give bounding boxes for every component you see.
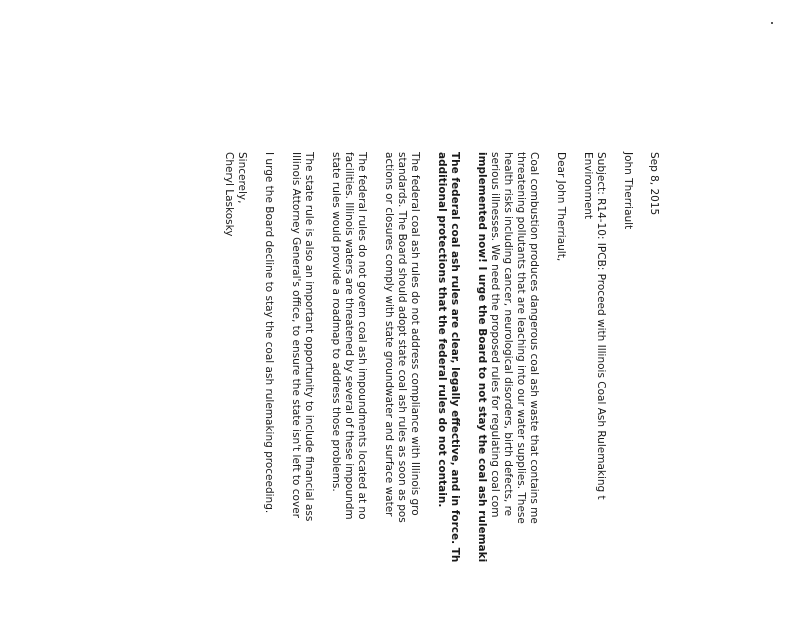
closing-request: I urge the Board decline to stay the coal ash rulemaking proceeding. [263, 152, 275, 514]
subject-line: Subject: R14-10: IPCB: Proceed with Illinois Coal Ash Rulemaking t [595, 152, 607, 500]
paragraph-line: The state rule is also an important opportunity to include financial ass [303, 152, 315, 522]
paragraph-line: implemented now! I urge the Board to not stay the coal ash rulemaki [476, 152, 488, 563]
paragraph-line: The federal rules do not govern coal ash impoundments located at no [356, 152, 368, 520]
paragraph-line: additional protections that the federal rules do not contain. [436, 152, 448, 508]
paragraph-impoundments [329, 152, 368, 618]
closing: Sincerely, [236, 152, 248, 204]
paragraph-line: standards. The Board should adopt state coal ash rules as soon as pos [396, 152, 408, 523]
salutation: Dear John Therriault, [555, 152, 567, 262]
paragraph-line: health risks including cancer, neurological disorders, birth defects, re [502, 152, 514, 517]
paragraph-groundwater [382, 152, 421, 618]
paragraph-line: serious illnesses. We need the proposed rules for regulating coal com [489, 152, 501, 518]
paragraph-line: facilities. Illinois waters are threatened by several of these impoundm [343, 152, 355, 520]
scan-speck [771, 22, 773, 24]
signature: Cheryl Laskosky [223, 152, 235, 237]
paragraph-financial-assurance [289, 152, 315, 618]
paragraph-line: actions or closures comply with state groundwater and surface water [383, 152, 395, 517]
subject-line: Environment [582, 152, 594, 220]
paragraph-health-risks [475, 152, 540, 618]
paragraph-line: The federal coal ash rules are clear, legally effective, and in force. Th [449, 152, 461, 563]
paragraph-line: The federal coal ash rules do not address compliance with Illinois gro [409, 152, 421, 516]
paragraph-line: state rules would provide a roadmap to address those problems. [330, 152, 342, 492]
paragraph-line: Coal combustion produces dangerous coal ash waste that contains me [528, 152, 540, 524]
paragraph-line: threatening pollutants that are leaching into our water supplies. These [515, 152, 527, 524]
letter-recipient: John Therriault [622, 152, 634, 230]
letter-date: Sep 8, 2015 [648, 152, 660, 216]
paragraph-federal-rules [435, 152, 461, 618]
letter-body [222, 152, 660, 618]
paragraph-line: Illinois Attorney General's office, to ensure the state isn't left to cover [290, 152, 302, 518]
